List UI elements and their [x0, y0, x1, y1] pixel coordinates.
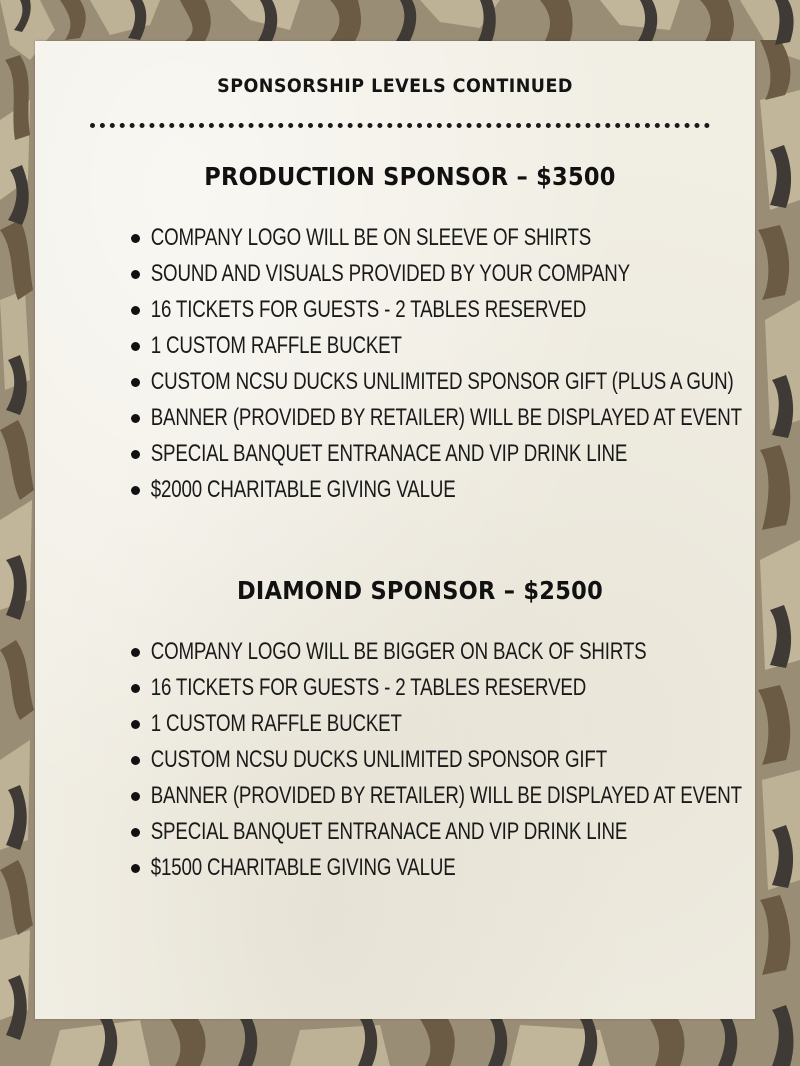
benefit-text: $1500 CHARITABLE GIVING VALUE: [150, 854, 456, 881]
production-sponsor-benefits: [132, 220, 742, 508]
bullet-icon: [131, 342, 140, 351]
bullet-icon: [131, 828, 140, 837]
benefit-text: 1 CUSTOM RAFFLE BUCKET: [150, 710, 402, 737]
bullet-icon: [131, 648, 140, 657]
benefit-text: BANNER (PROVIDED BY RETAILER) WILL BE DISPLAYED AT EVENT: [150, 782, 742, 809]
production-sponsor-heading: PRODUCTION SPONSOR – $3500: [204, 162, 616, 191]
list-item: [132, 220, 600, 256]
list-item: [132, 814, 628, 850]
list-item: [132, 292, 600, 328]
benefit-text: 1 CUSTOM RAFFLE BUCKET: [150, 332, 402, 359]
diamond-sponsor-heading: DIAMOND SPONSOR – $2500: [236, 576, 604, 605]
page-title: SPONSORSHIP LEVELS CONTINUED: [217, 75, 573, 97]
benefit-text: 16 TICKETS FOR GUESTS - 2 TABLES RESERVED: [150, 296, 587, 323]
bullet-icon: [131, 378, 140, 387]
benefit-text: SPECIAL BANQUET ENTRANACE AND VIP DRINK LINE: [150, 440, 628, 467]
bullet-icon: [131, 720, 140, 729]
dotted-divider: [90, 123, 710, 128]
list-item: [132, 706, 600, 742]
benefit-text: COMPANY LOGO WILL BE BIGGER ON BACK OF SHIRTS: [150, 638, 647, 665]
list-item: [132, 850, 600, 886]
bullet-icon: [131, 270, 140, 279]
list-item: [132, 436, 628, 472]
benefit-text: SPECIAL BANQUET ENTRANACE AND VIP DRINK LINE: [150, 818, 628, 845]
list-item: [132, 472, 600, 508]
bullet-icon: [131, 414, 140, 423]
benefit-text: COMPANY LOGO WILL BE ON SLEEVE OF SHIRTS: [150, 224, 592, 251]
bullet-icon: [131, 864, 140, 873]
list-item: [132, 256, 630, 292]
list-item: [132, 634, 647, 670]
benefit-text: BANNER (PROVIDED BY RETAILER) WILL BE DISPLAYED AT EVENT: [150, 404, 742, 431]
list-item: [132, 670, 600, 706]
list-item: [132, 328, 600, 364]
list-item: [132, 742, 607, 778]
list-item: [132, 778, 742, 814]
paper-panel: [35, 41, 755, 1019]
list-item: [132, 364, 734, 400]
diamond-sponsor-benefits: [132, 634, 742, 886]
benefit-text: CUSTOM NCSU DUCKS UNLIMITED SPONSOR GIFT (PLUS A GUN): [150, 368, 734, 395]
benefit-text: CUSTOM NCSU DUCKS UNLIMITED SPONSOR GIFT: [150, 746, 607, 773]
benefit-text: 16 TICKETS FOR GUESTS - 2 TABLES RESERVED: [150, 674, 587, 701]
bullet-icon: [131, 486, 140, 495]
bullet-icon: [131, 756, 140, 765]
bullet-icon: [131, 234, 140, 243]
bullet-icon: [131, 306, 140, 315]
bullet-icon: [131, 450, 140, 459]
bullet-icon: [131, 792, 140, 801]
benefit-text: SOUND AND VISUALS PROVIDED BY YOUR COMPANY: [150, 260, 630, 287]
bullet-icon: [131, 684, 140, 693]
list-item: [132, 400, 742, 436]
benefit-text: $2000 CHARITABLE GIVING VALUE: [150, 476, 456, 503]
